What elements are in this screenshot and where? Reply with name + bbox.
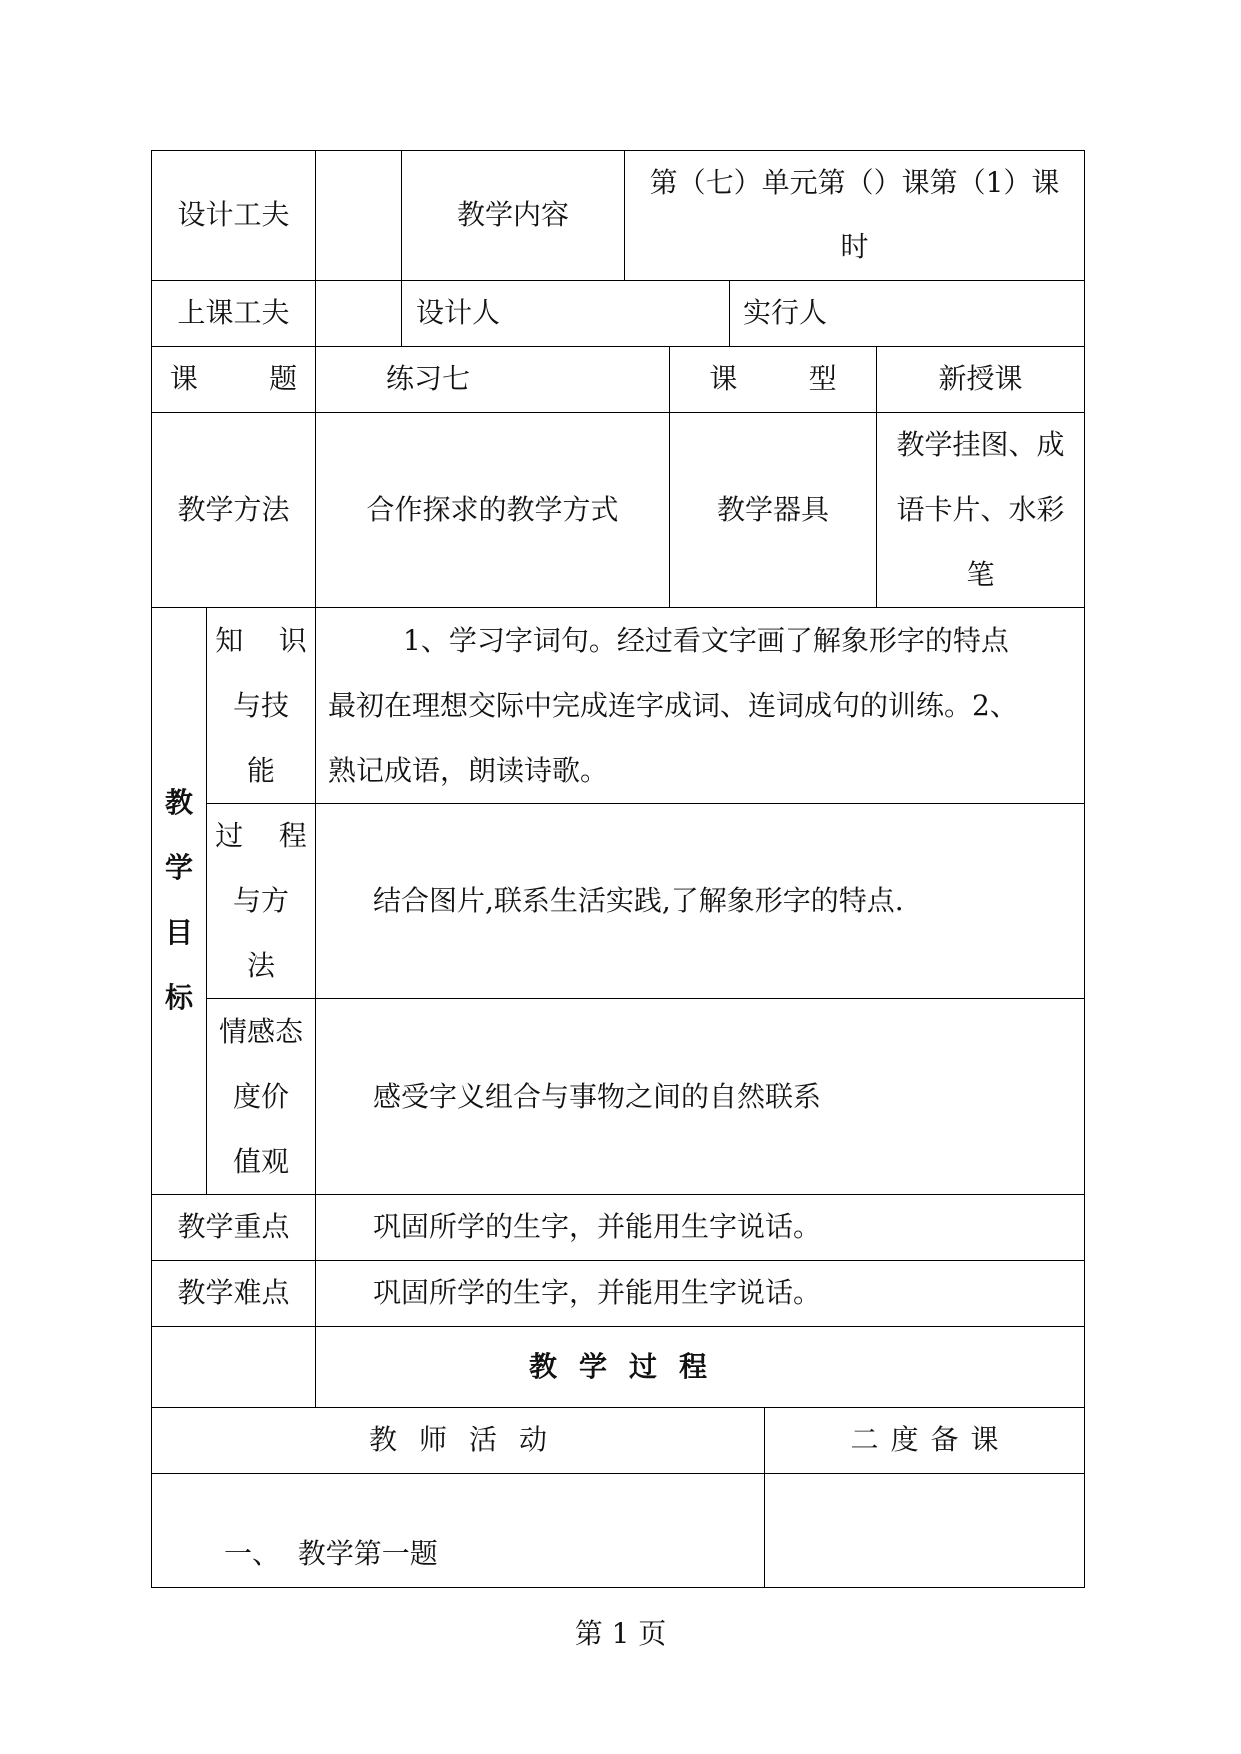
tools-value-line3: 笔 bbox=[966, 558, 995, 591]
knowledge-label-line1: 知 识 bbox=[215, 624, 307, 657]
knowledge-label-line2: 与技 bbox=[232, 689, 289, 722]
first-item: 一、 教学第一题 bbox=[224, 1537, 438, 1570]
process-label-line1: 过 程 bbox=[215, 819, 307, 852]
tools-label: 教学器具 bbox=[716, 493, 829, 526]
process-label-line2: 与方 bbox=[232, 884, 289, 917]
page-number: 第 1 页 bbox=[574, 1617, 667, 1650]
knowledge-text-line3: 熟记成语，朗读诗歌。 bbox=[328, 754, 609, 787]
tools-value-line1: 教学挂图、成 bbox=[896, 428, 1065, 461]
emotion-label-line2: 度价 bbox=[232, 1080, 289, 1113]
executor-label: 实行人 bbox=[743, 296, 828, 329]
difficulty-label: 教学难点 bbox=[177, 1276, 290, 1309]
content-label: 教学内容 bbox=[456, 198, 569, 231]
key-point-label: 教学重点 bbox=[177, 1210, 290, 1243]
content-value-line1: 第（七）单元第（）课第（1）课 bbox=[649, 166, 1060, 199]
key-point-value: 巩固所学的生字，并能用生字说话。 bbox=[373, 1210, 822, 1243]
goals-label-char-1: 教 bbox=[164, 786, 193, 819]
class-time-label: 上课工夫 bbox=[177, 296, 290, 329]
designer-label: 设计人 bbox=[416, 296, 501, 329]
process-text: 结合图片,联系生活实践,了解象形字的特点. bbox=[373, 884, 904, 917]
content-value-line2: 时 bbox=[840, 230, 869, 263]
emotion-text: 感受字义组合与事物之间的自然联系 bbox=[373, 1080, 822, 1113]
emotion-label-line3: 值观 bbox=[232, 1145, 289, 1178]
goals-label-char-3: 目 bbox=[164, 916, 193, 949]
process-label-line3: 法 bbox=[246, 949, 275, 982]
emotion-label-line1: 情感态 bbox=[218, 1015, 303, 1048]
knowledge-text-line2: 最初在理想交际中完成连字成词、连词成句的训练。2、 bbox=[328, 689, 1018, 722]
goals-label-char-2: 学 bbox=[164, 851, 193, 884]
type-value: 新授课 bbox=[938, 362, 1023, 395]
second-prep-header: 二度备课 bbox=[850, 1423, 1011, 1456]
difficulty-value: 巩固所学的生字，并能用生字说话。 bbox=[373, 1276, 822, 1309]
knowledge-label-line3: 能 bbox=[246, 754, 275, 787]
method-label: 教学方法 bbox=[177, 493, 290, 526]
process-section-title: 教学过程 bbox=[528, 1350, 729, 1383]
method-value: 合作探求的教学方式 bbox=[366, 493, 619, 526]
topic-label: 课 题 bbox=[169, 362, 298, 395]
goals-label-char-4: 标 bbox=[164, 981, 193, 1014]
teacher-activity-header: 教师活动 bbox=[368, 1423, 569, 1456]
topic-value: 练习七 bbox=[386, 362, 471, 395]
knowledge-text-line1: 1、学习字词句。经过看文字画了解象形字的特点 bbox=[403, 624, 1009, 657]
tools-value-line2: 语卡片、水彩 bbox=[896, 493, 1065, 526]
design-time-label: 设计工夫 bbox=[177, 198, 290, 231]
type-label: 课 型 bbox=[709, 362, 837, 395]
